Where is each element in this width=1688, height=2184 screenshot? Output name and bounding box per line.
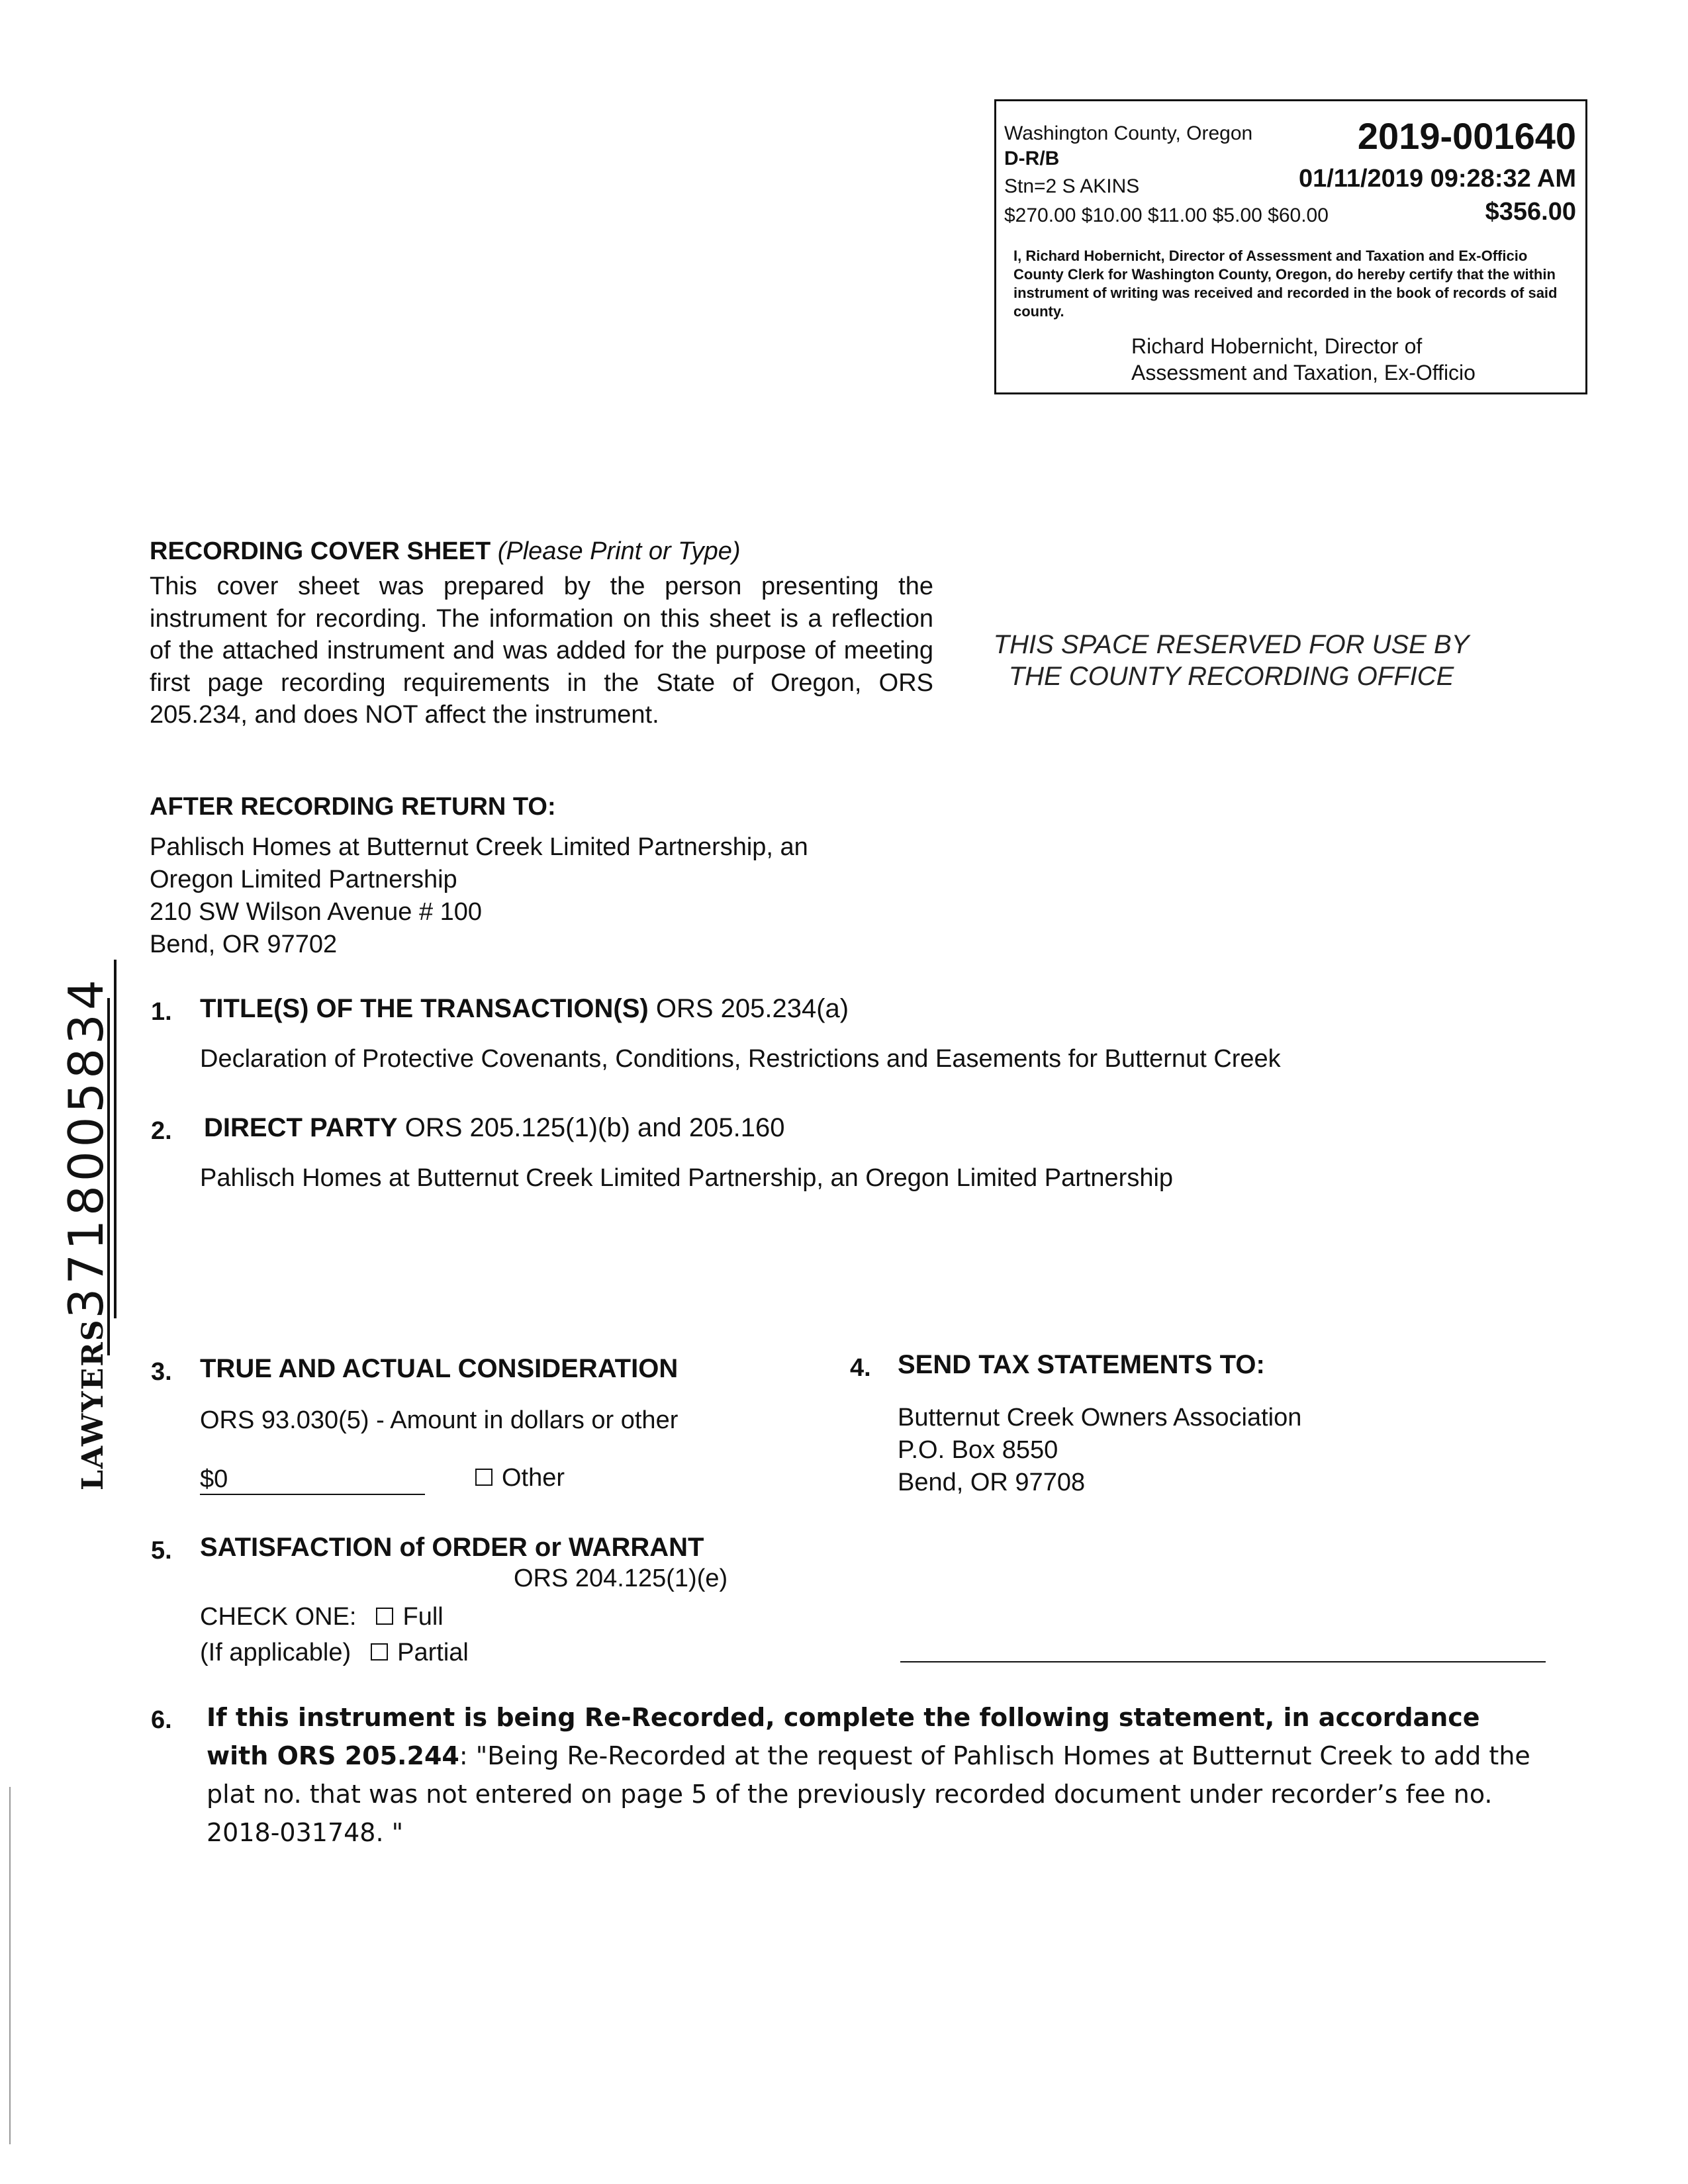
full-label: Full (402, 1603, 444, 1631)
check-one-row (200, 1599, 469, 1635)
section-1-ors: ORS 205.234(a) (655, 994, 849, 1023)
return-line2: Oregon Limited Partnership (150, 866, 457, 893)
stamp-doc-type: D-R/B (1004, 148, 1060, 169)
section-2-heading: DIRECT PARTY (204, 1113, 398, 1142)
reserved-line2: THE COUNTY RECORDING OFFICE (1008, 662, 1454, 691)
tax-line3: Bend, OR 97708 (898, 1469, 1086, 1496)
stamp-signer-line2: Assessment and Taxation, Ex-Officio (1131, 361, 1476, 385)
section-2-body: Pahlisch Homes at Butternut Creek Limited Partnership, an Oregon Limited Partnership (200, 1164, 1174, 1192)
stamp-fees: $270.00 $10.00 $11.00 $5.00 $60.00 (1004, 205, 1329, 226)
stamp-station: Stn=2 S AKINS (1004, 175, 1140, 197)
stamp-county: Washington County, Oregon (1004, 122, 1253, 144)
cover-sheet-title (150, 537, 741, 566)
section-3-body: ORS 93.030(5) - Amount in dollars or other (200, 1406, 679, 1434)
partial-label: Partial (397, 1639, 469, 1666)
cover-title-note: (Please Print or Type) (497, 537, 741, 565)
section-6-statement: : "Being Re-Recorded at the request of Pahlisch Homes at Butternut Creek to add the plat no. that was not entered on page 5 of the previously recorded document under recorder’s fee no. 2018-031748. " (207, 1741, 1530, 1847)
other-option[interactable] (475, 1464, 565, 1492)
section-1-heading: TITLE(S) OF THE TRANSACTION(S) (200, 994, 649, 1023)
full-checkbox[interactable] (376, 1608, 393, 1625)
section-4-title: SEND TAX STATEMENTS TO: (898, 1350, 1265, 1379)
lawyers-margin-stamp (58, 960, 117, 1490)
section-6-text (207, 1698, 1537, 1852)
signature-line[interactable] (900, 1661, 1546, 1662)
section-5-ors: ORS 204.125(1)(e) (514, 1565, 728, 1592)
section-4-number: 4. (850, 1354, 871, 1382)
lawyers-number: 3718005834 (58, 960, 117, 1318)
tax-line2: P.O. Box 8550 (898, 1436, 1058, 1464)
other-label: Other (502, 1464, 565, 1492)
consideration-amount-field[interactable]: $0 (200, 1465, 425, 1495)
stamp-document-number: 2019-001640 (1357, 115, 1576, 157)
if-applicable-label: (If applicable) (200, 1639, 352, 1666)
scan-edge-mark (9, 1787, 11, 2144)
check-one-label: CHECK ONE: (200, 1603, 357, 1631)
stamp-signer-line1: Richard Hobernicht, Director of (1131, 334, 1423, 358)
stamp-certification: I, Richard Hobernicht, Director of Assessment and Taxation and Ex-Officio County Clerk for Washington County, Oregon, do hereby certify that the within instrument of writing was received and recorded in the book of records of said county. (1013, 248, 1558, 320)
section-1-body: Declaration of Protective Covenants, Conditions, Restrictions and Easements for Butternut Creek (200, 1045, 1281, 1073)
section-1-title (200, 994, 849, 1024)
if-applicable-row (200, 1635, 469, 1670)
section-4-address (898, 1402, 1301, 1499)
return-line4: Bend, OR 97702 (150, 931, 338, 958)
reserved-space-note (980, 629, 1483, 692)
section-2-title (204, 1113, 784, 1143)
return-line1: Pahlisch Homes at Butternut Creek Limited Partnership, an (150, 833, 808, 861)
section-1-number: 1. (151, 998, 172, 1026)
section-3-number: 3. (151, 1358, 172, 1386)
reserved-line1: THIS SPACE RESERVED FOR USE BY (993, 630, 1470, 659)
section-5-check-group (200, 1599, 469, 1670)
tax-line1: Butternut Creek Owners Association (898, 1404, 1302, 1432)
return-to-address (150, 831, 808, 961)
return-line3: 210 SW Wilson Avenue # 100 (150, 898, 483, 926)
partial-checkbox[interactable] (371, 1643, 388, 1661)
stamp-total: $356.00 (1485, 198, 1576, 226)
stamp-signer (1131, 333, 1476, 386)
section-6-lead: If this instrument is being Re-Recorded, complete the following statement, in accordance with ORS 205.244 (207, 1703, 1480, 1770)
recording-stamp (994, 99, 1587, 394)
other-checkbox[interactable] (475, 1469, 492, 1486)
lawyers-word: LAWYERS (76, 1318, 110, 1490)
section-5-number: 5. (151, 1537, 172, 1565)
section-2-number: 2. (151, 1117, 172, 1145)
section-6-number: 6. (151, 1706, 172, 1734)
stamp-datetime: 01/11/2019 09:28:32 AM (1298, 165, 1576, 193)
section-5-title: SATISFACTION of ORDER or WARRANT (200, 1533, 704, 1562)
section-3-title: TRUE AND ACTUAL CONSIDERATION (200, 1354, 679, 1383)
cover-sheet-description: This cover sheet was prepared by the person presenting the instrument for recording. The information on this sheet is a reflection of the attached instrument and was added for the purpose of meeting first page recording requirements in the State of Oregon, ORS 205.234, and does NOT affect the instrument. (150, 572, 933, 729)
cover-title-text: RECORDING COVER SHEET (150, 537, 491, 565)
return-to-heading: AFTER RECORDING RETURN TO: (150, 793, 556, 821)
section-2-ors: ORS 205.125(1)(b) and 205.160 (404, 1113, 785, 1142)
